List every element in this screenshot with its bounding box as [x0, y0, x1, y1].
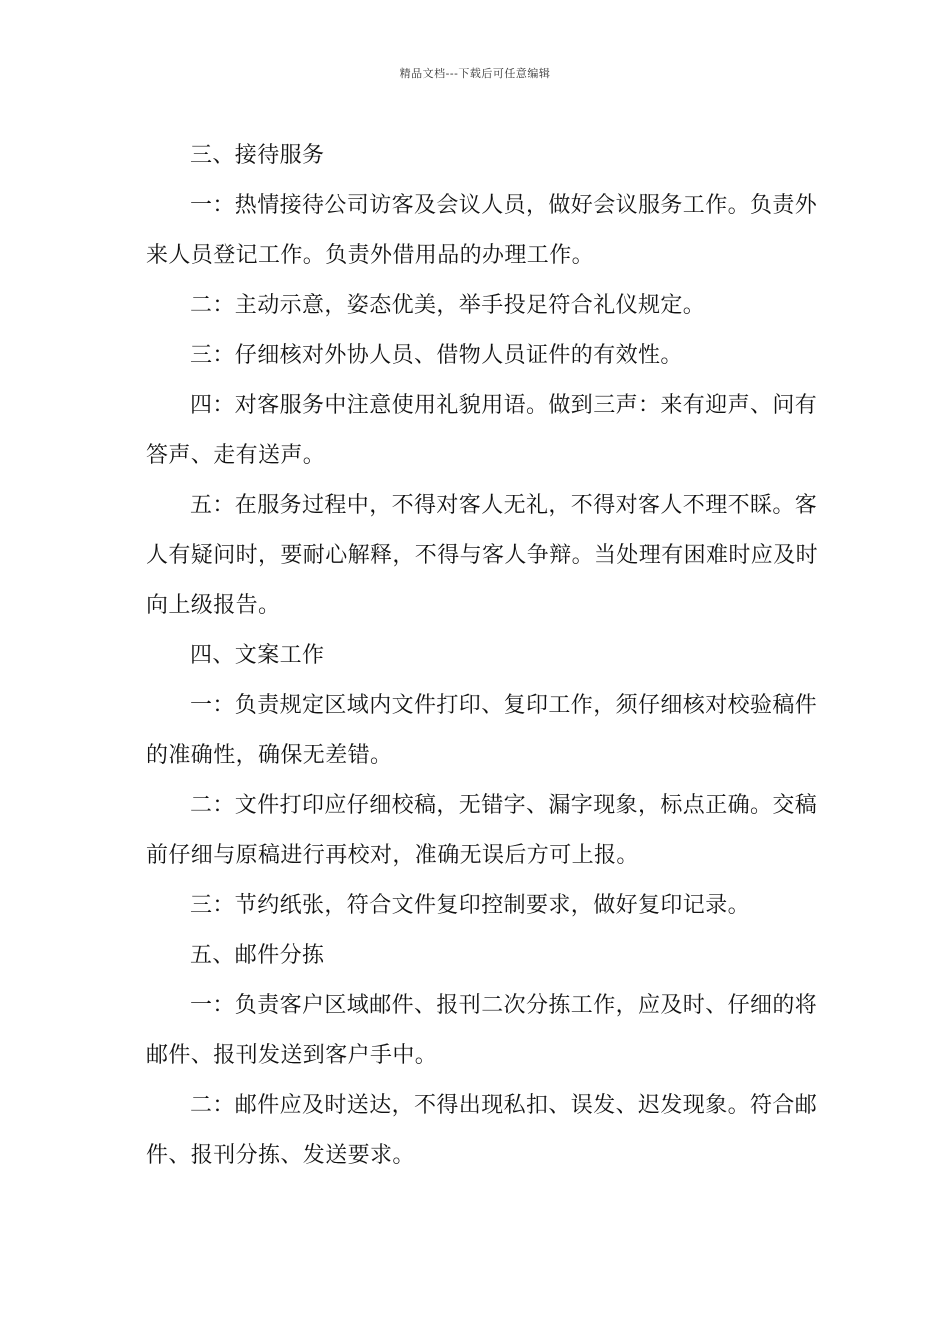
paragraph: 一：负责规定区域内文件打印、复印工作，须仔细核对校验稿件的准确性，确保无差错。 [146, 693, 818, 768]
paragraph: 四：对客服务中注意使用礼貌用语。做到三声：来有迎声、问有答声、走有送声。 [146, 393, 818, 468]
paragraph: 一：负责客户区域邮件、报刊二次分拣工作，应及时、仔细的将邮件、报刊发送到客户手中。 [146, 993, 818, 1068]
paragraph: 二：邮件应及时送达，不得出现私扣、误发、迟发现象。符合邮件、报刊分拣、发送要求。 [146, 1093, 818, 1168]
paragraph: 三：节约纸张，符合文件复印控制要求，做好复印记录。 [190, 893, 751, 918]
page-header: 精品文档---下载后可任意编辑 [399, 67, 551, 80]
paragraph: 三：仔细核对外协人员、借物人员证件的有效性。 [190, 343, 683, 368]
paragraph: 一：热情接待公司访客及会议人员，做好会议服务工作。负责外来人员登记工作。负责外借用品的办理工作。 [146, 193, 818, 268]
document-body [146, 131, 818, 1181]
paragraph: 五：在服务过程中，不得对客人无礼，不得对客人不理不睬。客人有疑问时，要耐心解释，不得与客人争辩。当处理有困难时应及时向上级报告。 [146, 493, 819, 618]
section-heading-copywork: 四、文案工作 [190, 643, 325, 668]
section-heading-mail-sorting: 五、邮件分拣 [190, 943, 325, 968]
section-heading-reception: 三、接待服务 [190, 143, 325, 168]
paragraph: 二：主动示意，姿态优美，举手投足符合礼仪规定。 [190, 293, 706, 318]
paragraph: 二：文件打印应仔细校稿，无错字、漏字现象，标点正确。交稿前仔细与原稿进行再校对，准确无误后方可上报。 [146, 793, 818, 868]
